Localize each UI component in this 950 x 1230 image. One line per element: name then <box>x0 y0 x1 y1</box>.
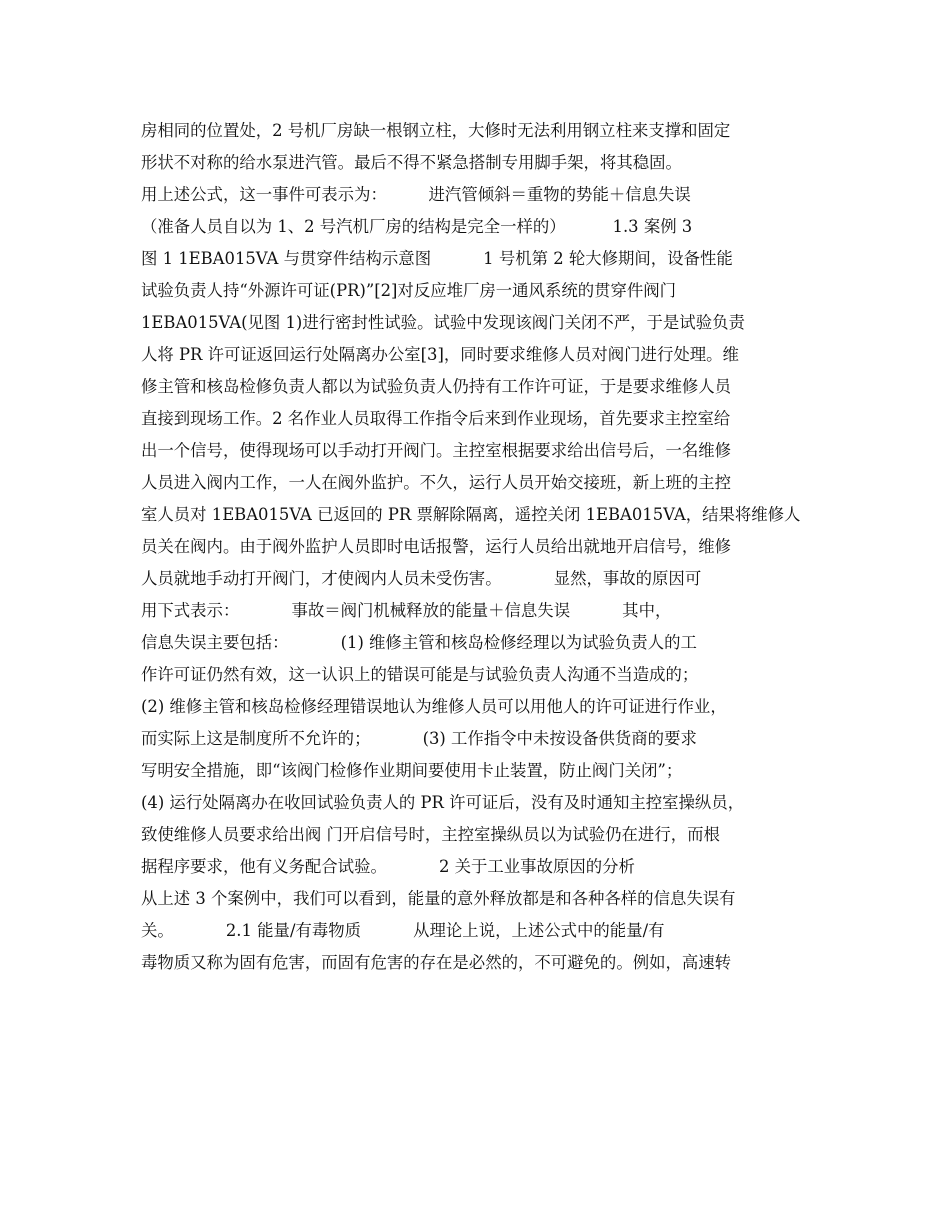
text-line: (4) 运行处隔离办在收回试验负责人的 PR 许可证后，没有及时通知主控室操纵员， <box>141 793 745 812</box>
text-line: 直接到现场工作。2 名作业人员取得工作指令后来到作业现场，首先要求主控室给 <box>141 409 731 428</box>
text-line: 修主管和核岛检修负责人都以为试验负责人仍持有工作许可证，于是要求维修人员 <box>141 377 732 396</box>
text-line: 据程序要求，他有义务配合试验。 2 关于工业事故原因的分析 <box>141 857 635 876</box>
text-line: 而实际上这是制度所不允许的； (3) 工作指令中未按设备供货商的要求 <box>141 729 697 748</box>
text-line: 室人员对 1EBA015VA 已返回的 PR 票解除隔离，遥控关闭 1EBA015VA，结果将维修人 <box>141 505 801 524</box>
text-line: 致使维修人员要求给出阀 门开启信号时，主控室操纵员以为试验仍在进行，而根 <box>141 825 720 844</box>
text-line: 人员就地手动打开阀门，才使阀内人员未受伤害。 显然，事故的原因可 <box>141 569 702 588</box>
text-line: 1EBA015VA(见图 1)进行密封性试验。试验中发现该阀门关闭不严，于是试验负责 <box>141 313 745 332</box>
text-line: 从上述 3 个案例中，我们可以看到，能量的意外释放都是和各种各样的信息失误有 <box>141 889 736 908</box>
text-line: 人员进入阀内工作，一人在阀外监护。不久，运行人员开始交接班，新上班的主控 <box>141 473 732 492</box>
text-line: 关。 2.1 能量/有毒物质 从理论上说，上述公式中的能量/有 <box>141 921 665 940</box>
text-line: 出一个信号，使得现场可以手动打开阀门。主控室根据要求给出信号后，一名维修 <box>141 441 732 460</box>
text-line: 试验负责人持“外源许可证(PR)”[2]对反应堆厂房一通风系统的贯穿件阀门 <box>141 281 677 300</box>
text-line: （准备人员自以为 1、2 号汽机厂房的结构是完全一样的） 1.3 案例 3 <box>141 217 693 236</box>
text-line: 毒物质又称为固有危害，而固有危害的存在是必然的，不可避免的。例如，高速转 <box>141 953 732 972</box>
text-line: 写明安全措施，即“该阀门检修作业期间要使用卡止装置，防止阀门关闭”； <box>141 761 683 780</box>
text-line: (2) 维修主管和核岛检修经理错误地认为维修人员可以用他人的许可证进行作业， <box>141 697 727 716</box>
text-line: 作许可证仍然有效，这一认识上的错误可能是与试验负责人沟通不当造成的； <box>141 665 699 684</box>
text-line: 用下式表示： 事故＝阀门机械释放的能量＋信息失误 其中， <box>141 601 672 620</box>
text-line: 员关在阀内。由于阀外监护人员即时电话报警，运行人员给出就地开启信号，维修 <box>141 537 732 556</box>
text-line: 信息失误主要包括： (1) 维修主管和核岛检修经理以为试验负责人的工 <box>141 633 697 652</box>
text-line: 人将 PR 许可证返回运行处隔离办公室[3]，同时要求维修人员对阀门进行处理。维 <box>141 345 739 364</box>
text-line: 房相同的位置处，2 号机厂房缺一根钢立柱，大修时无法利用钢立柱来支撑和固定 <box>141 121 731 140</box>
text-line: 形状不对称的给水泵进汽管。最后不得不紧急搭制专用脚手架，将其稳固。 <box>141 153 682 172</box>
text-line: 图 1 1EBA015VA 与贯穿件结构示意图 1 号机第 2 轮大修期间，设备性能 <box>141 249 733 268</box>
body-text <box>141 115 813 979</box>
text-line: 用上述公式，这一事件可表示为： 进汽管倾斜＝重物的势能＋信息失误 <box>141 185 691 204</box>
